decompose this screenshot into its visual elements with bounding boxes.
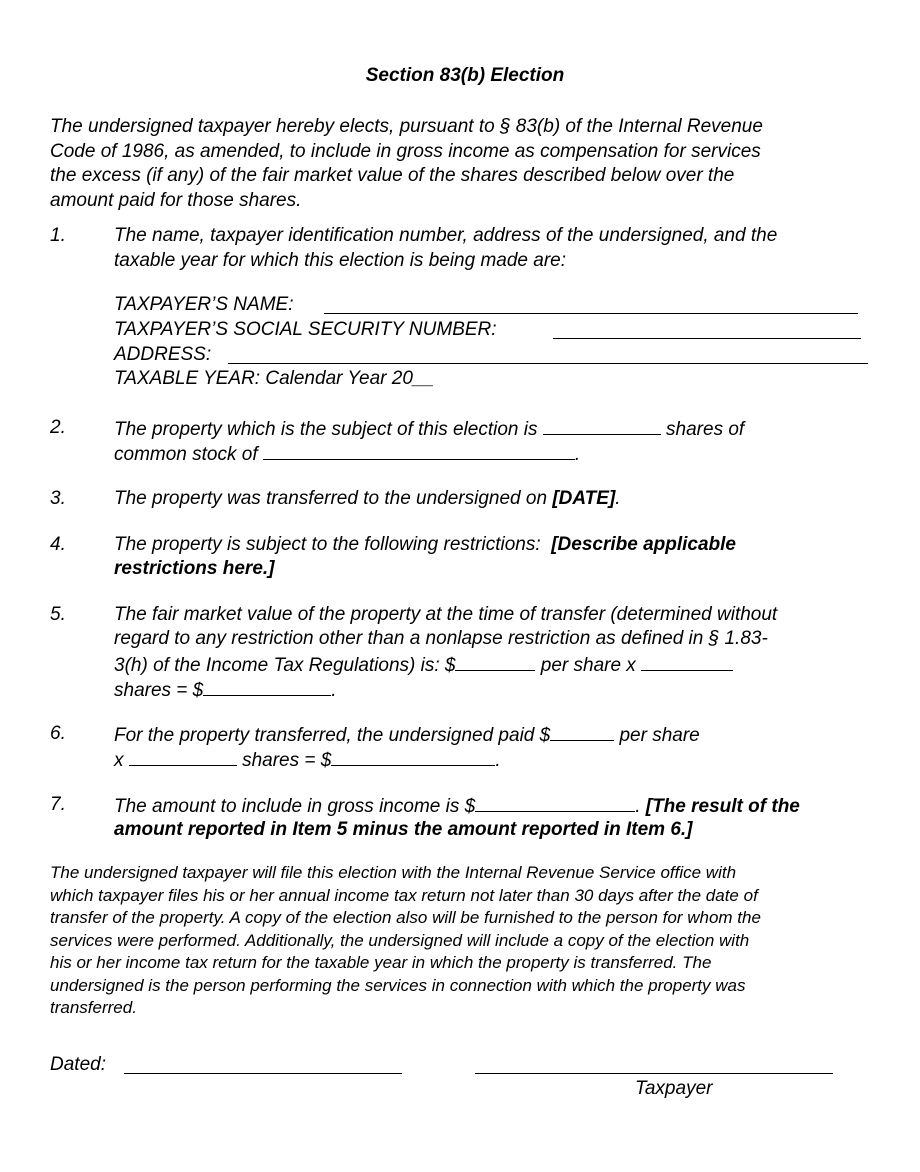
item-6-line [114,747,501,773]
closing-line: The undersigned taxpayer will file this election with the Internal Revenue Service office with [50,863,737,882]
intro-paragraph [50,115,763,213]
item-2-line [114,416,744,442]
result-note: [The result of the [645,796,800,817]
item-6-text: per share [619,725,700,746]
dated-field[interactable] [124,1073,402,1074]
item-1-text [114,224,777,273]
ssn-label: TAXPAYER’S SOCIAL SECURITY NUMBER: [114,319,497,340]
item-2-text: The property which is the subject of this election is [114,419,538,440]
closing-paragraph [50,862,761,1020]
dated-label: Dated: [50,1054,106,1075]
item-number: 7. [50,794,66,815]
item-3-line [114,487,621,511]
item-2-text: shares of [666,419,745,440]
gross-income-field[interactable] [475,793,635,812]
company-name-field[interactable] [263,441,575,460]
closing-line: transferred. [50,998,137,1017]
item-7-line [114,793,800,819]
item-1-line: The name, taxpayer identification number, address of the undersigned, and the [114,225,778,246]
intro-line: the excess (if any) of the fair market value of the shares described below over the [50,165,735,186]
item-5-line [114,677,337,703]
item-number: 6. [50,723,66,744]
intro-line: Code of 1986, as amended, to include in gross income as compensation for services [50,140,761,162]
item-number: 2. [50,417,66,438]
taxpayer-name-field[interactable] [324,313,858,314]
taxpayer-label: Taxpayer [635,1078,713,1099]
item-number: 4. [50,534,66,555]
paid-per-share-field[interactable] [550,722,614,741]
item-number: 5. [50,604,66,625]
closing-line: services were performed. Additionally, the undersigned will include a copy of the election with [50,930,750,950]
result-note: amount reported in Item 5 minus the amount reported in Item 6.] [114,819,693,840]
fmv-total-field[interactable] [203,677,331,696]
fmv-shares-field[interactable] [641,652,733,671]
item-4-line [114,533,736,557]
restrictions-placeholder: [Describe applicable [551,534,736,555]
restrictions-placeholder: restrictions here.] [114,558,275,579]
item-3-text: . [615,488,621,509]
closing-line: undersigned is the person performing the services in connection with which the property was [50,975,746,995]
taxable-year-label: TAXABLE YEAR: Calendar Year 20__ [114,368,435,389]
item-number: 3. [50,488,66,509]
item-5-line [114,652,733,678]
item-6-line [114,722,700,748]
item-2-line [114,441,580,467]
ssn-field[interactable] [553,338,861,339]
closing-line: his or her income tax return for the taxable year in which the property is transferred. The [50,953,712,972]
item-number: 1. [50,225,66,246]
item-5-text: per share x [540,655,636,676]
item-5-text: shares = $ [114,680,204,701]
address-field[interactable] [228,363,868,364]
item-3-text: The property was transferred to the undersigned on [114,488,548,509]
intro-line: The undersigned taxpayer hereby elects, pursuant to § 83(b) of the Internal Revenue [50,116,763,137]
item-2-text: common stock of [114,444,258,465]
shares-count-field[interactable] [543,416,661,435]
intro-line: amount paid for those shares. [50,189,302,211]
date-placeholder: [DATE] [552,488,616,509]
item-5-line: The fair market value of the property at the time of transfer (determined without [114,604,778,625]
item-6-text: For the property transferred, the undersigned paid $ [114,725,551,746]
item-2-text: . [574,444,581,465]
fmv-per-share-field[interactable] [455,652,535,671]
item-6-text: shares = $ [242,750,332,771]
item-5-text: 3(h) of the Income Tax Regulations) is: $ [114,655,456,676]
item-7-text: The amount to include in gross income is $ [114,796,476,817]
document-title: Section 83(b) Election [365,65,565,86]
address-label: ADDRESS: [114,344,212,365]
taxpayer-signature-field[interactable] [475,1073,833,1074]
item-6-text: . [495,750,501,771]
closing-line: which taxpayer files his or her annual income tax return not later than 30 days after the date of [50,885,758,905]
closing-line: transfer of the property. A copy of the election also will be furnished to the person for whom the [50,908,761,927]
item-5-text: . [331,680,337,701]
item-4-text: The property is subject to the following restrictions: [114,534,541,555]
taxpayer-name-label: TAXPAYER’S NAME: [114,294,294,315]
item-5-line: regard to any restriction other than a nonlapse restriction as defined in § 1.83- [114,628,768,649]
paid-shares-field[interactable] [129,747,237,766]
item-7-text: . [635,796,641,817]
item-6-text: x [114,750,124,771]
item-1-line: taxable year for which this election is being made are: [114,249,567,271]
paid-total-field[interactable] [331,747,495,766]
